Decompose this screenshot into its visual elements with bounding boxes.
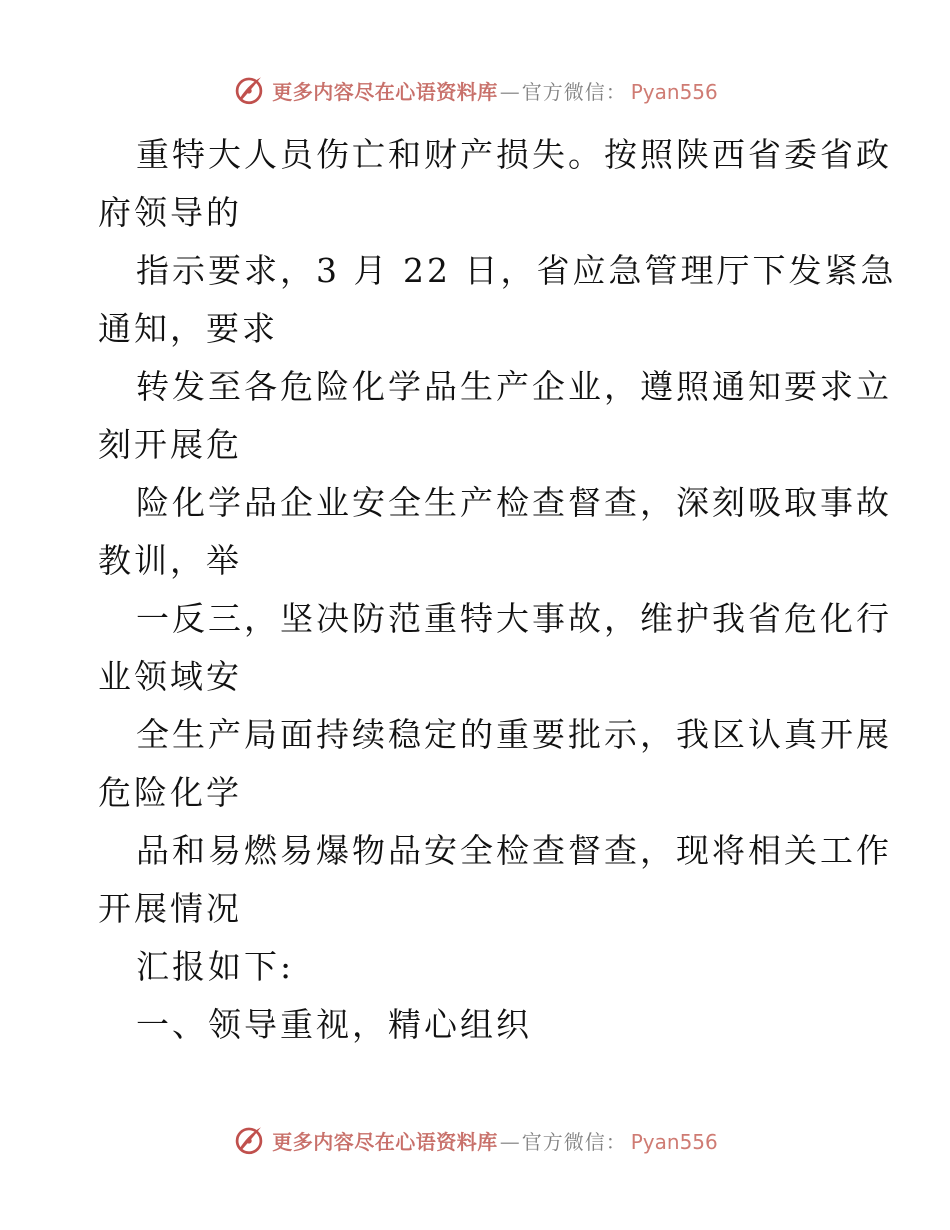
text-line: 刻开展危: [98, 425, 242, 464]
text-line: 开展情况: [98, 889, 242, 928]
text-line: 全生产局面持续稳定的重要批示，我区认真开展: [136, 715, 892, 754]
text-line: 教训，举: [98, 541, 242, 580]
text-line: 指示要求，3 月 22 日，省应急管理厅下发紧急: [136, 251, 897, 290]
header-banner: [0, 70, 950, 110]
brand-text: 更多内容尽在心语资料库: [272, 79, 498, 104]
banner-dash: —: [499, 1129, 520, 1154]
wechat-label: 官方微信：: [521, 1129, 627, 1154]
section-heading: 一、领导重视，精心组织: [136, 1005, 532, 1044]
wechat-id: Pyan556: [630, 79, 718, 104]
footer-banner: [0, 1120, 950, 1160]
text-line: 一反三，坚决防范重特大事故，维护我省危化行: [136, 599, 892, 638]
wechat-id: Pyan556: [630, 1129, 718, 1154]
document-body: [98, 126, 897, 1054]
text-line: 品和易燃易爆物品安全检查督查，现将相关工作: [136, 831, 892, 870]
text-line: 业领域安: [98, 657, 242, 696]
banner-dash: —: [499, 79, 520, 104]
text-line: 转发至各危险化学品生产企业，遵照通知要求立: [136, 367, 892, 406]
text-line: 汇报如下:: [136, 947, 295, 986]
text-line: 通知，要求: [98, 309, 278, 348]
wechat-label: 官方微信：: [521, 79, 627, 104]
pen-logo-icon: [232, 1123, 266, 1157]
text-line: 府领导的: [98, 193, 242, 232]
text-line: 危险化学: [98, 773, 242, 812]
text-line: 重特大人员伤亡和财产损失。按照陕西省委省政: [136, 135, 892, 174]
text-line: 险化学品企业安全生产检查督查，深刻吸取事故: [136, 483, 892, 522]
pen-logo-icon: [232, 73, 266, 107]
brand-text: 更多内容尽在心语资料库: [272, 1129, 498, 1154]
